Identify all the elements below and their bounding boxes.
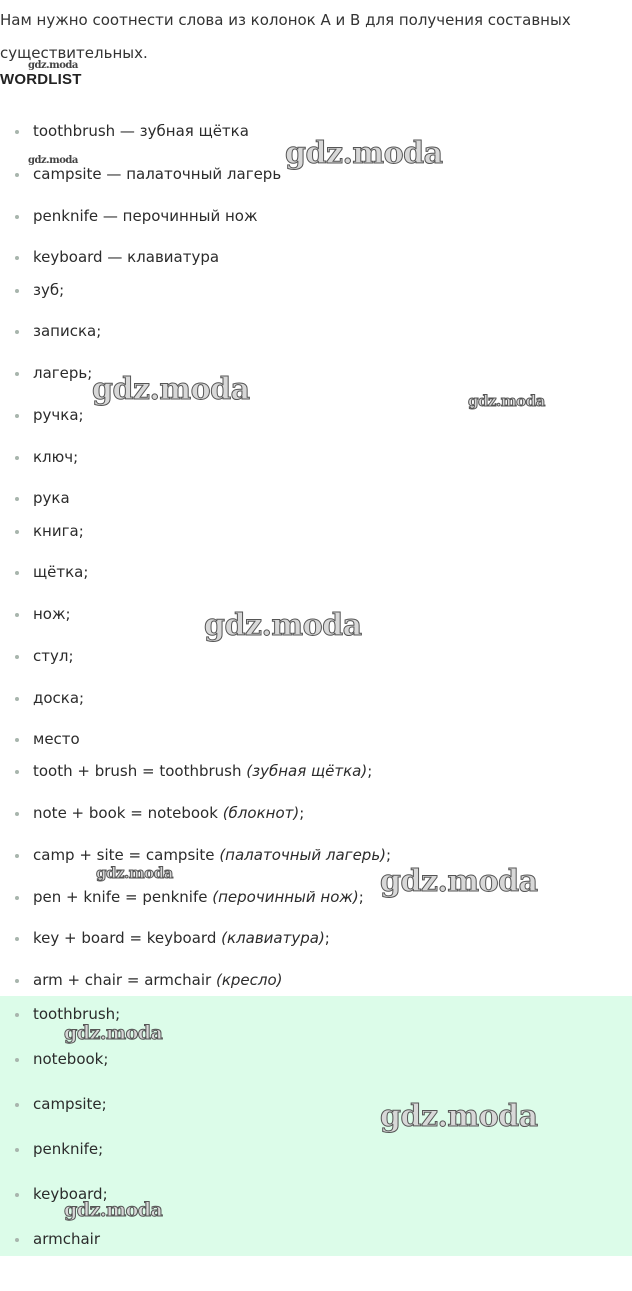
watermark: gdz.moda <box>285 136 443 171</box>
watermark: gdz.moda <box>204 608 362 643</box>
bullet-icon <box>15 697 19 701</box>
watermark: gdz.moda <box>64 1199 163 1221</box>
bullet-icon <box>15 289 19 293</box>
bullet-icon <box>15 215 19 219</box>
watermark: gdz.moda <box>468 392 545 410</box>
bullet-icon <box>15 1058 19 1062</box>
bullet-icon <box>15 130 19 134</box>
bullet-icon <box>15 372 19 376</box>
bullet-icon <box>15 414 19 418</box>
bullet-icon <box>15 1148 19 1152</box>
watermark: gdz.moda <box>380 1099 538 1134</box>
watermark: gdz.moda <box>92 372 250 407</box>
bullet-icon <box>15 1238 19 1242</box>
bullet-icon <box>15 497 19 501</box>
watermark: gdz.moda <box>380 864 538 899</box>
bullet-icon <box>15 330 19 334</box>
bullet-icon <box>15 1013 19 1017</box>
watermark: gdz.moda <box>64 1022 163 1044</box>
bullet-icon <box>15 937 19 941</box>
watermark: gdz.moda <box>28 60 78 71</box>
bullet-icon <box>15 571 19 575</box>
answer-box: toothbrush; notebook; campsite; penknife; keyboard; armchair <box>0 996 632 1256</box>
bullet-icon <box>15 979 19 983</box>
bullet-icon <box>15 456 19 460</box>
bullet-icon <box>15 1193 19 1197</box>
bullet-icon <box>15 896 19 900</box>
bullet-icon <box>15 812 19 816</box>
bullet-icon <box>15 655 19 659</box>
bullet-icon <box>15 530 19 534</box>
bullet-icon <box>15 613 19 617</box>
bullet-icon <box>15 256 19 260</box>
bullet-icon <box>15 770 19 774</box>
watermark: gdz.moda <box>96 864 173 882</box>
bullet-icon <box>15 738 19 742</box>
wordlist-heading: WORDLIST <box>0 71 82 88</box>
bullet-icon <box>15 854 19 858</box>
intro-text: Нам нужно соотнести слова из колонок A и B для получения составных существительных. <box>0 11 571 62</box>
bullet-icon <box>15 173 19 177</box>
bullet-icon <box>15 1103 19 1107</box>
watermark: gdz.moda <box>28 155 78 166</box>
